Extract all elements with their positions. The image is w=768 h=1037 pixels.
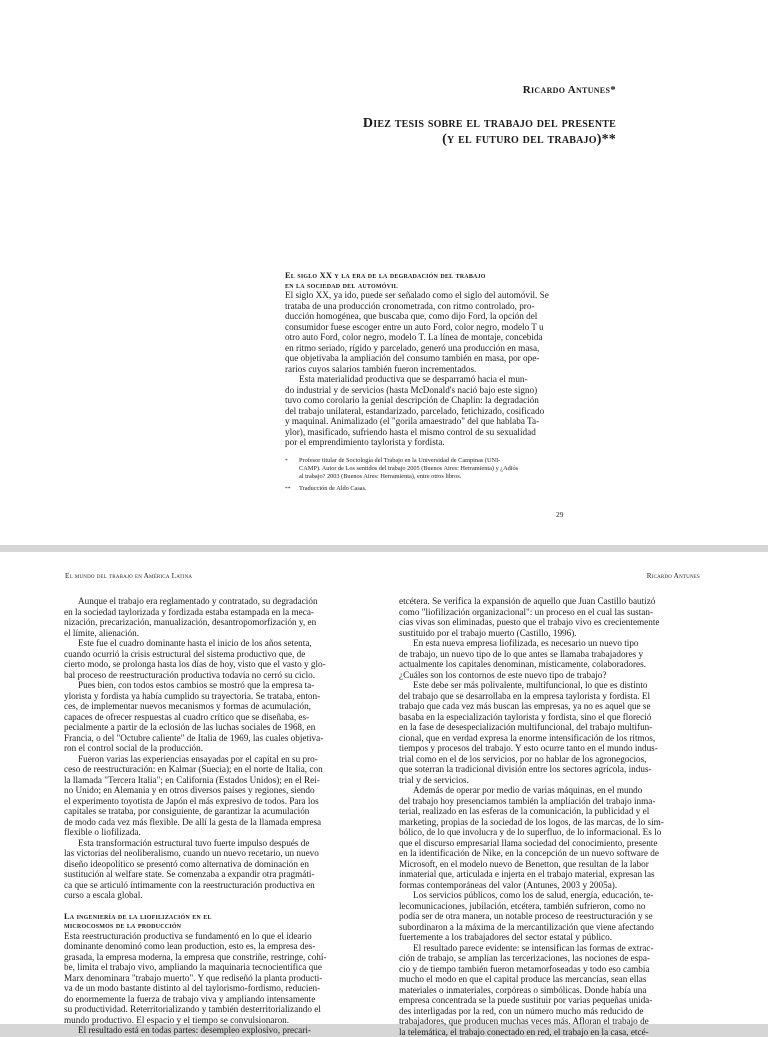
text-line: pecialmente a partir de la eclosión de las luchas sociales de 1968, en (64, 722, 380, 733)
text-line: rarios cuyos salarios también fueron incrementados. (285, 364, 616, 375)
footnote-line: Traducción de Aldo Casas. (299, 485, 367, 493)
paragraph (64, 838, 380, 901)
text-line: diseño ideopolítico se presentó como alternativa de dominación en (64, 859, 380, 870)
heading-line: La ingeniería de la liofilización en el (64, 912, 380, 922)
paragraph (285, 290, 616, 374)
text-line: cias vivas son eliminadas, puesto que el trabajo vivo es crecientemente (399, 617, 715, 628)
text-line: Pues bien, con todos estos cambios se mostró que la empresa ta- (64, 680, 380, 691)
text-line: terial, realizado en las esferas de la comunicación, la publicidad y el (399, 806, 715, 817)
paragraph (64, 754, 380, 838)
right-column (399, 596, 715, 1037)
text-line: Este fue el cuadro dominante hasta el inicio de los años setenta, (64, 638, 380, 649)
text-line: mucho el modo en que el capital produce las mercancías, sean ellas (399, 974, 715, 985)
text-line: inmaterial que, articulada e injerta en el trabajo material, expresan las (399, 869, 715, 880)
text-line: En esta nueva empresa liofilizada, es necesario un nuevo tipo (399, 638, 715, 649)
text-line: capaces de ofrecer respuestas al cuadro crítico que se diseñaba, es- (64, 712, 380, 723)
text-line: trial como en el de los servicios, por no hablar de los agronegocios, (399, 754, 715, 765)
text-line: El siglo XX, ya ido, puede ser señalado como el siglo del automóvil. Se (285, 290, 616, 301)
text-line: ducción homogénea, que buscaba que, como dijo Ford, la opción del (285, 311, 616, 322)
paragraph (64, 680, 380, 754)
heading-line: microcosmos de la producción (64, 921, 380, 931)
title-line: (y el futuro del trabajo)** (296, 132, 616, 148)
paragraph (64, 638, 380, 680)
left-column (64, 596, 380, 1036)
text-line: trataba de una producción cronometrada, con ritmo controlado, pro- (285, 301, 616, 312)
text-line: des interligadas por la red, con un número mucho más reducido de (399, 1006, 715, 1017)
text-line: Esta transformación estructural tuvo fuerte impulso después de (64, 838, 380, 849)
text-line: etcétera. Se verifica la expansión de aquello que Juan Castillo bautizó (399, 596, 715, 607)
footnote (285, 457, 616, 482)
text-line: no Unido; en Alemania y en otros diversos países y regiones, siendo (64, 785, 380, 796)
text-line: sustituido por el trabajo muerto (Castillo, 1996). (399, 628, 715, 639)
text-line: en la sociedad taylorizada y fordizada estaba estampada en la meca- (64, 607, 380, 618)
text-line: El resultado está en todas partes: desempleo explosivo, precari- (64, 1025, 380, 1036)
text-line: va de un modo bastante distinto al del taylorismo-fordismo, reducien- (64, 983, 380, 994)
text-line: Esta materialidad productiva que se desparramó hacia el mun- (285, 374, 616, 385)
text-line: materiales o inmateriales, corpóreas o simbólicas. Donde había una (399, 985, 715, 996)
text-line: lecomunicaciones, jubilación, etcétera, también sufrieron, como no (399, 901, 715, 912)
paragraph (399, 638, 715, 680)
text-line: Esta reestructuración productiva se fundamentó en lo que el ideario (64, 931, 380, 942)
text-line: Marx denominara "trabajo muerto". Y que rediseñó la planta producti- (64, 973, 380, 984)
article-title (296, 116, 616, 148)
text-line: la telemática, el trabajo conectado en red, el trabajo en la casa, etcé- (399, 1027, 715, 1037)
page-30 (0, 552, 768, 1024)
author-name: Ricardo Antunes* (523, 84, 616, 96)
page-number: 29 (556, 510, 564, 519)
text-line: empresa concentrada se la puede sustituir por varias pequeñas unida- (399, 995, 715, 1006)
title-line: Diez tesis sobre el trabajo del presente (296, 116, 616, 132)
footnote-line: al trabajo? 2003 (Buenos Aires: Herramienta), entre otros libros. (299, 473, 518, 481)
text-line: ción de trabajo, se amplían las tercerizaciones, las nociones de espa- (399, 953, 715, 964)
section-heading (285, 271, 616, 290)
text-line: sustitución al welfare state. Se comenzaba a expandir otra pragmáti- (64, 869, 380, 880)
text-line: el experimento toyotista de Japón el más expresivo de todos. Para los (64, 796, 380, 807)
paragraph (64, 1025, 380, 1036)
paragraph (64, 596, 380, 638)
text-line: ca que se articuló íntimamente con la reestructuración productiva en (64, 880, 380, 891)
text-line: Los servicios públicos, como los de salud, energía, educación, te- (399, 890, 715, 901)
footnote-line: CAMP). Autor de Los sentidos del trabajo 2005 (Buenos Aires: Herramienta) y ¿Adiós (299, 465, 518, 473)
text-line: fuertemente a los trabajadores del sector estatal y público. (399, 932, 715, 943)
text-line: bal proceso de reestructuración productiva todavía no cerró su ciclo. (64, 670, 380, 681)
right-column-paragraphs (399, 596, 715, 1037)
text-line: la llamada "Tercera Italia"; en California (Estados Unidos); en el Rei- (64, 775, 380, 786)
paragraph (64, 931, 380, 1026)
text-line: podía ser de otra manera, un notable proceso de reestructuración y se (399, 911, 715, 922)
text-line: del trabajo que se desarrollaba en la empresa taylorista y fordista. El (399, 691, 715, 702)
text-line: tiempos y procesos del trabajo. Y esto ocurre tanto en el mundo indus- (399, 743, 715, 754)
text-line: do industrial y de servicios (hasta McDonald's nació bajo este signo) (285, 385, 616, 396)
text-line: Aunque el trabajo era reglamentado y contratado, su degradación (64, 596, 380, 607)
text-line: por el emprendimiento taylorista y fordista. (285, 437, 616, 448)
text-line: en la identificación de Nike, en la concepción de un nuevo software de (399, 848, 715, 859)
text-line: las victorias del neoliberalismo, cuando un nuevo recetario, un nuevo (64, 848, 380, 859)
text-line: ces, de implementar nuevos mecanismos y formas de acumulación, (64, 701, 380, 712)
text-line: Además de operar por medio de varias máquinas, en el mundo (399, 785, 715, 796)
text-line: que soterran la tradicional división entre los sectores agrícola, indus- (399, 764, 715, 775)
text-line: cio y de tiempo también fueron metamorfoseadas y todo eso cambia (399, 964, 715, 975)
footnote-line: Profesor titular de Sociología del Trabajo en la Universidad de Campinas (UNI- (299, 457, 518, 465)
text-line: nización, precarización, manualización, desantropomorfización y, en (64, 617, 380, 628)
running-head-left: El mundo del trabajo en América Latina (65, 572, 192, 580)
text-line: en la fase de desespecialización multifuncional, del trabajo multifun- (399, 722, 715, 733)
footnote-mark: * (285, 457, 299, 482)
text-line: el límite, alienación. (64, 628, 380, 639)
text-line: flexible o liofilizada. (64, 827, 380, 838)
heading-line: El siglo XX y la era de la degradación del trabajo (285, 271, 616, 281)
text-line: marketing, propias de la sociedad de los logos, de las marcas, de lo sim- (399, 817, 715, 828)
text-line: Este debe ser más polivalente, multifuncional, lo que es distinto (399, 680, 715, 691)
text-line: ron el control social de la producción. (64, 743, 380, 754)
text-line: grasada, la empresa moderna, la empresa que constriñe, restringe, cohí- (64, 952, 380, 963)
page1-text-column (285, 271, 616, 497)
text-line: Microsoft, en el modelo nuevo de Benetton, que resultan de la labor (399, 859, 715, 870)
text-line: bólico, de lo que involucra y de lo superfluo, de lo informacional. Es lo (399, 827, 715, 838)
text-line: trial y de servicios. (399, 775, 715, 786)
text-line: ¿Cuáles son los contornos de este nuevo tipo de trabajo? (399, 670, 715, 681)
paragraph (399, 785, 715, 890)
footnote (285, 485, 616, 493)
text-line: de trabajo, un nuevo tipo de lo que antes se llamaba trabajadores y (399, 649, 715, 660)
text-line: formas contemporáneas del valor (Antunes, 2003 y 2005a). (399, 880, 715, 891)
text-line: trabajo que cada vez más buscan las empresas, ya no es aquel que se (399, 701, 715, 712)
footnote-text (299, 485, 367, 493)
text-line: su productividad. Reterritorializando y también desterritorializando el (64, 1004, 380, 1015)
text-line: tuvo como corolario la genial descripción de Chaplin: la degradación (285, 395, 616, 406)
text-line: subordinaron a la máxima de la mercantilización que viene afectando (399, 922, 715, 933)
footnotes (285, 457, 616, 494)
paragraph (399, 596, 715, 638)
running-head-right: Ricardo Antunes (647, 572, 700, 580)
text-line: como "liofilización organizacional": un proceso en el cual las sustan- (399, 607, 715, 618)
text-line: capitales se trataba, por consiguiente, de garantizar la acumulación (64, 806, 380, 817)
text-line: que objetivaba la ampliación del consumo también en masa, por ope- (285, 353, 616, 364)
paragraph (399, 890, 715, 943)
text-line: que el discurso empresarial llama sociedad del conocimiento, presente (399, 838, 715, 849)
text-line: cional, que en verdad expresa la enorme intensificación de los ritmos, (399, 733, 715, 744)
text-line: en ritmo seriado, rígido y parcelado, generó una producción en masa, (285, 343, 616, 354)
left-column-paragraphs (64, 596, 380, 901)
text-line: mundo productivo. El espacio y el tiempo se convulsionaron. (64, 1015, 380, 1026)
text-line: del trabajo hoy presenciamos también la ampliación del trabajo inma- (399, 796, 715, 807)
text-line: curso a escala global. (64, 890, 380, 901)
footnote-text (299, 457, 518, 482)
text-line: cierto modo, se prolonga hasta los días de hoy, visto que el vasto y glo- (64, 659, 380, 670)
section-heading (64, 912, 380, 931)
text-line: del trabajo unilateral, estandarizado, parcelado, fetichizado, cosificado (285, 406, 616, 417)
text-line: Fueron varias las experiencias ensayadas por el capital en su pro- (64, 754, 380, 765)
heading-line: en la sociedad del automóvil (285, 281, 616, 291)
footnote-mark: ** (285, 485, 299, 493)
text-line: be, limita el trabajo vivo, ampliando la maquinaria tecnocientífica que (64, 962, 380, 973)
left-column-paragraphs-after-heading (64, 931, 380, 1036)
text-line: ylorista y fordista ya había cumplido su trayectoria. Se trataba, enton- (64, 691, 380, 702)
text-line: consumidor fuese escoger entre un auto Ford, color negro, modelo T u (285, 322, 616, 333)
text-line: basaba en la especialización taylorista y fordista, sino el que floreció (399, 712, 715, 723)
text-line: de modo cada vez más flexible. De allí la gesta de la llamada empresa (64, 817, 380, 828)
text-line: ceso de reestructuración: en Kalmar (Suecia); en el norte de Italia, con (64, 764, 380, 775)
paragraph (285, 374, 616, 448)
text-line: cuando ocurrió la crisis estructural del sistema productivo que, de (64, 649, 380, 660)
text-line: do enormemente la fuerza de trabajo viva y ampliando intensamente (64, 994, 380, 1005)
text-line: dominante denominó como lean production, esto es, la empresa des- (64, 941, 380, 952)
paragraph (399, 943, 715, 1037)
text-line: El resultado parece evidente: se intensifican las formas de extrac- (399, 943, 715, 954)
paragraph (399, 680, 715, 785)
text-line: y maquinal. Animalizado (el "gorila amaestrado" del que hablaba Ta- (285, 416, 616, 427)
text-line: ylor), masificado, sufriendo hasta el mismo control de su sexualidad (285, 427, 616, 438)
text-line: trabajadores, que producen muchas veces más. Afloran el trabajo de (399, 1016, 715, 1027)
text-line: otro auto Ford, color negro, modelo T. La línea de montaje, concebida (285, 332, 616, 343)
text-line: actualmente los capitales denominan, místicamente, colaboradores. (399, 659, 715, 670)
text-line: Francia, o del "Octubre caliente" de Italia de 1969, las cuales objetiva- (64, 733, 380, 744)
